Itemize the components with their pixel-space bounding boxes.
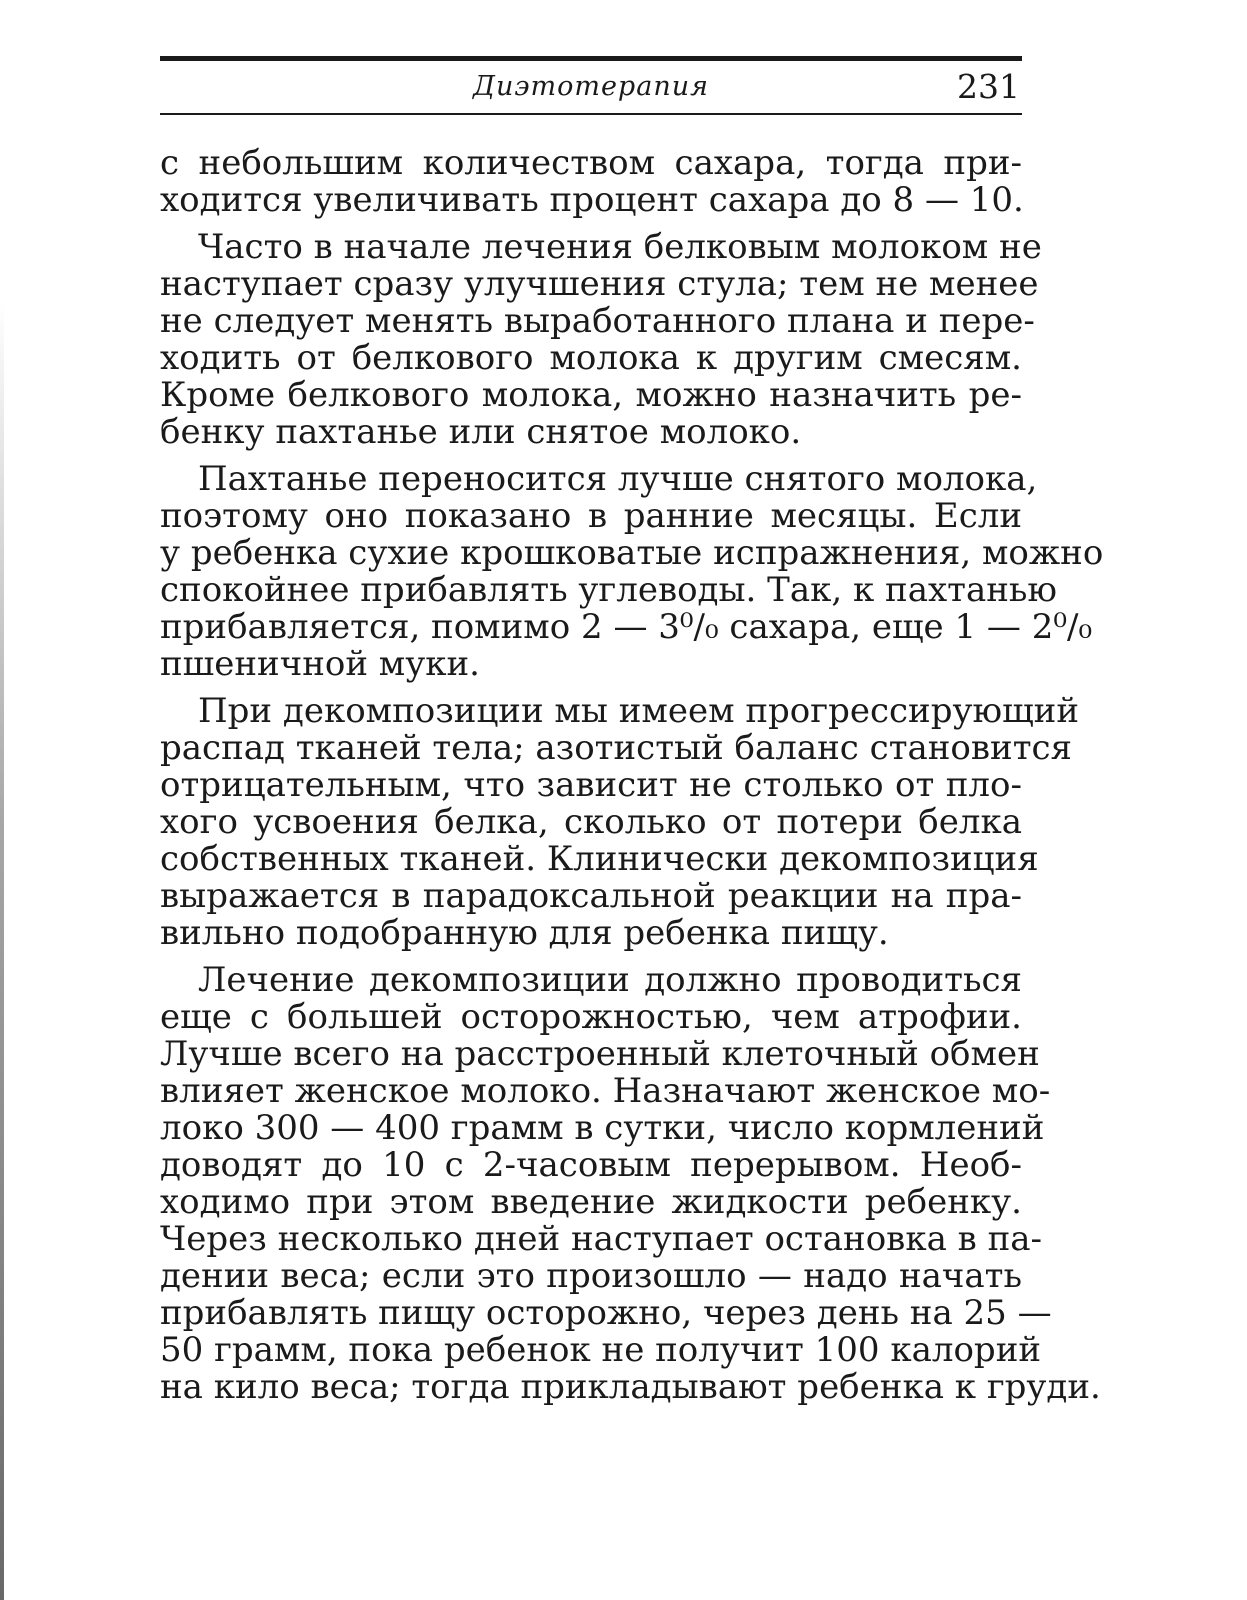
scan-edge-shadow: [0, 300, 4, 1600]
text-line: локо 300 — 400 грамм в сутки, число кормлений: [160, 1108, 1045, 1148]
text-line: Часто в начале лечения белковым молоком не: [198, 227, 1042, 267]
text-line: наступает сразу улучшения стула; тем не менее: [160, 264, 1039, 304]
text-line: ходить от белкового молока к другим смесям.: [160, 338, 1022, 378]
text-line: еще с большей осторожностью, чем атрофии.: [160, 997, 1022, 1037]
text-line: с небольшим количеством сахара, тогда при-: [160, 143, 1022, 183]
text-line: спокойнее прибавлять углеводы. Так, к пахтанью: [160, 570, 1057, 610]
text-line: Лечение декомпозиции должно проводиться: [198, 960, 1022, 1000]
text-line: ходимо при этом введение жидкости ребенку.: [160, 1182, 1022, 1222]
text-line: Пахтанье переносится лучше снятого молока,: [198, 459, 1038, 499]
text-line: бенку пахтанье или снятое молоко.: [160, 412, 802, 452]
text-line: отрицательным, что зависит не столько от пло-: [160, 765, 1022, 805]
text-line: распад тканей тела; азотистый баланс становится: [160, 728, 1073, 768]
text-line: влияет женское молоко. Назначают женское мо-: [160, 1071, 1051, 1111]
paragraph: [160, 145, 1022, 219]
text-line: 50 грамм, пока ребенок не получит 100 калорий: [160, 1330, 1042, 1370]
page-header: [160, 61, 1022, 115]
body-text: [160, 143, 1104, 1407]
text-line: дении веса; если это произошло — надо начать: [160, 1256, 1022, 1296]
text-line: на кило веса; тогда прикладывают ребенка к груди.: [160, 1367, 1101, 1407]
page-number: 231: [957, 67, 1020, 106]
text-line: При декомпозиции мы имеем прогрессирующий: [198, 691, 1079, 731]
text-line: пшеничной муки.: [160, 644, 480, 684]
text-line: вильно подобранную для ребенка пищу.: [160, 913, 889, 953]
text-line: поэтому оно показано в ранние месяцы. Если: [160, 496, 1022, 536]
text-line: Кроме белкового молока, можно назначить ре-: [160, 375, 1022, 415]
text-line: у ребенка сухие крошковатые испражнения, можно: [160, 533, 1104, 573]
text-line: не следует менять выработанного плана и пере-: [160, 301, 1035, 341]
text-line: доводят до 10 с 2-часовым перерывом. Необ-: [160, 1145, 1022, 1185]
book-page: [160, 56, 1104, 1416]
text-line: прибавлять пищу осторожно, через день на 25 —: [160, 1293, 1052, 1333]
running-head: Диэтотерапия: [473, 71, 709, 102]
paragraph: [160, 691, 1079, 953]
paragraph: [160, 960, 1101, 1407]
text-line: хого усвоения белка, сколько от потери белка: [160, 802, 1022, 842]
text-line: выражается в парадоксальной реакции на пра-: [160, 876, 1022, 916]
text-line: Через несколько дней наступает остановка в па-: [160, 1219, 1043, 1259]
text-line: ходится увеличивать процент сахара до 8 — 10.: [160, 180, 1024, 220]
text-line: собственных тканей. Клинически декомпозиция: [160, 839, 1039, 879]
text-line: прибавляется, помимо 2 — 3⁰/₀ сахара, еще 1 — 2⁰/₀: [160, 607, 1093, 647]
paragraph: [160, 459, 1104, 684]
paragraph: [160, 227, 1042, 452]
text-line: Лучше всего на расстроенный клеточный обмен: [160, 1034, 1040, 1074]
